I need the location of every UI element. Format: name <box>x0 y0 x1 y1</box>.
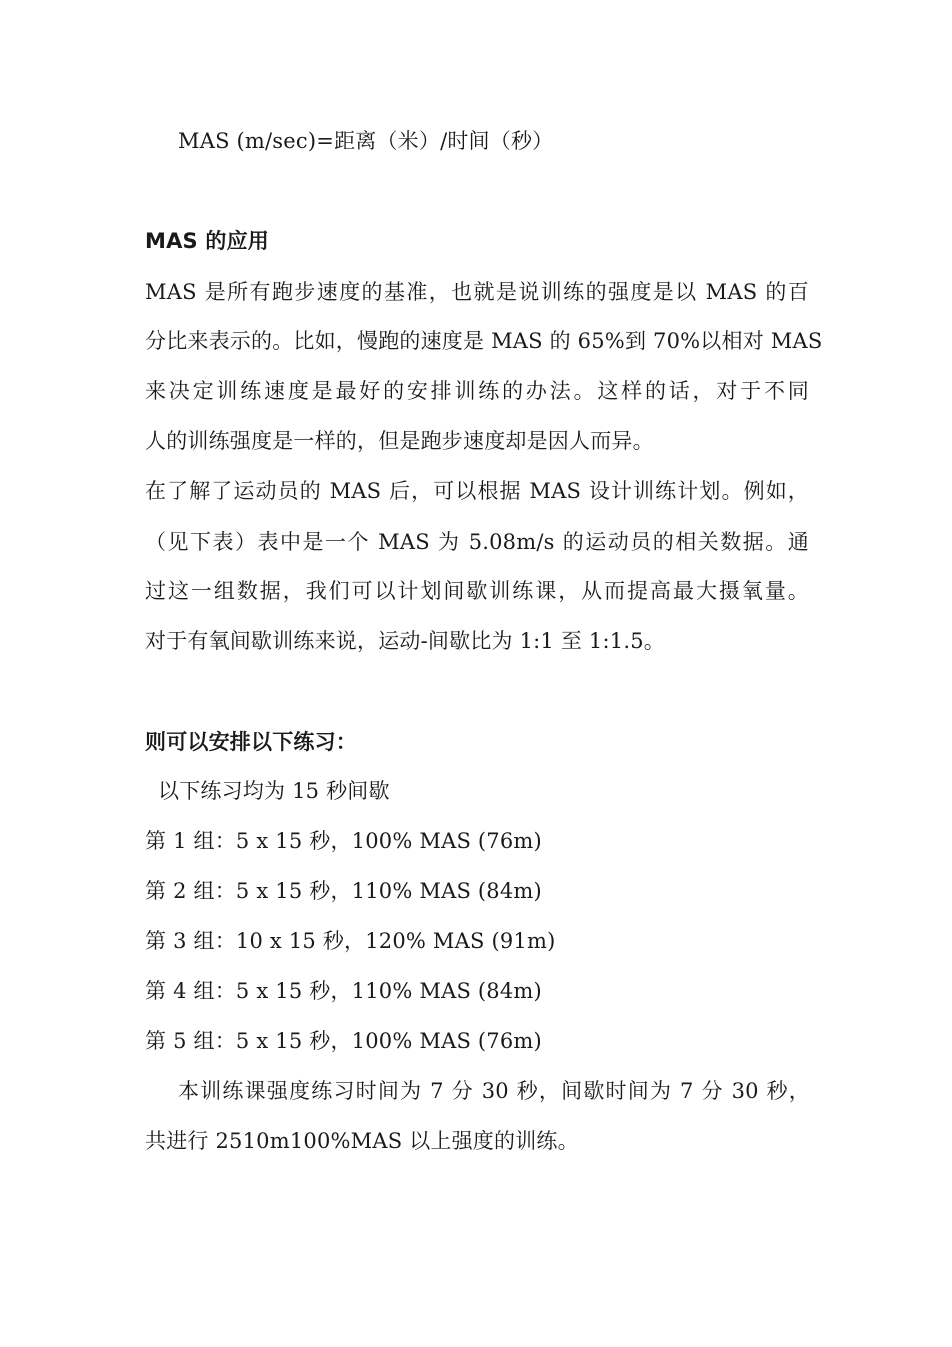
paragraph-line: 过这一组数据，我们可以计划间歇训练课，从而提高最大摄氧量。 <box>145 579 809 603</box>
exercise-set-4: 第 4 组：5 x 15 秒，110% MAS (84m) <box>145 979 542 1003</box>
exercise-set-3: 第 3 组：10 x 15 秒，120% MAS (91m) <box>145 929 556 953</box>
paragraph-line: MAS 是所有跑步速度的基准，也就是说训练的强度是以 MAS 的百 <box>145 280 809 304</box>
section-heading-exercises: 则可以安排以下练习： <box>145 730 357 754</box>
exercise-set-1: 第 1 组：5 x 15 秒，100% MAS (76m) <box>145 829 542 853</box>
summary-line: 共进行 2510m100%MAS 以上强度的训练。 <box>145 1129 579 1153</box>
paragraph-line: （见下表）表中是一个 MAS 为 5.08m/s 的运动员的相关数据。通 <box>145 530 809 554</box>
summary-line: 本训练课强度练习时间为 7 分 30 秒，间歇时间为 7 分 30 秒， <box>178 1079 810 1103</box>
section-heading-mas-application: MAS 的应用 <box>145 229 269 253</box>
paragraph-line: 来决定训练速度是最好的安排训练的办法。这样的话，对于不同 <box>145 379 809 403</box>
paragraph-line: 在了解了运动员的 MAS 后，可以根据 MAS 设计训练计划。例如， <box>145 479 809 503</box>
exercise-set-2: 第 2 组：5 x 15 秒，110% MAS (84m) <box>145 879 542 903</box>
exercise-set-5: 第 5 组：5 x 15 秒，100% MAS (76m) <box>145 1029 542 1053</box>
exercise-note: 以下练习均为 15 秒间歇 <box>158 779 390 803</box>
paragraph-line: 分比来表示的。比如，慢跑的速度是 MAS 的 65%到 70%以相对 MAS <box>145 329 823 353</box>
mas-formula: MAS (m/sec)=距离（米）/时间（秒） <box>178 129 554 153</box>
paragraph-line: 人的训练强度是一样的，但是跑步速度却是因人而异。 <box>145 429 654 453</box>
paragraph-line: 对于有氧间歇训练来说，运动-间歇比为 1:1 至 1:1.5。 <box>145 629 665 653</box>
